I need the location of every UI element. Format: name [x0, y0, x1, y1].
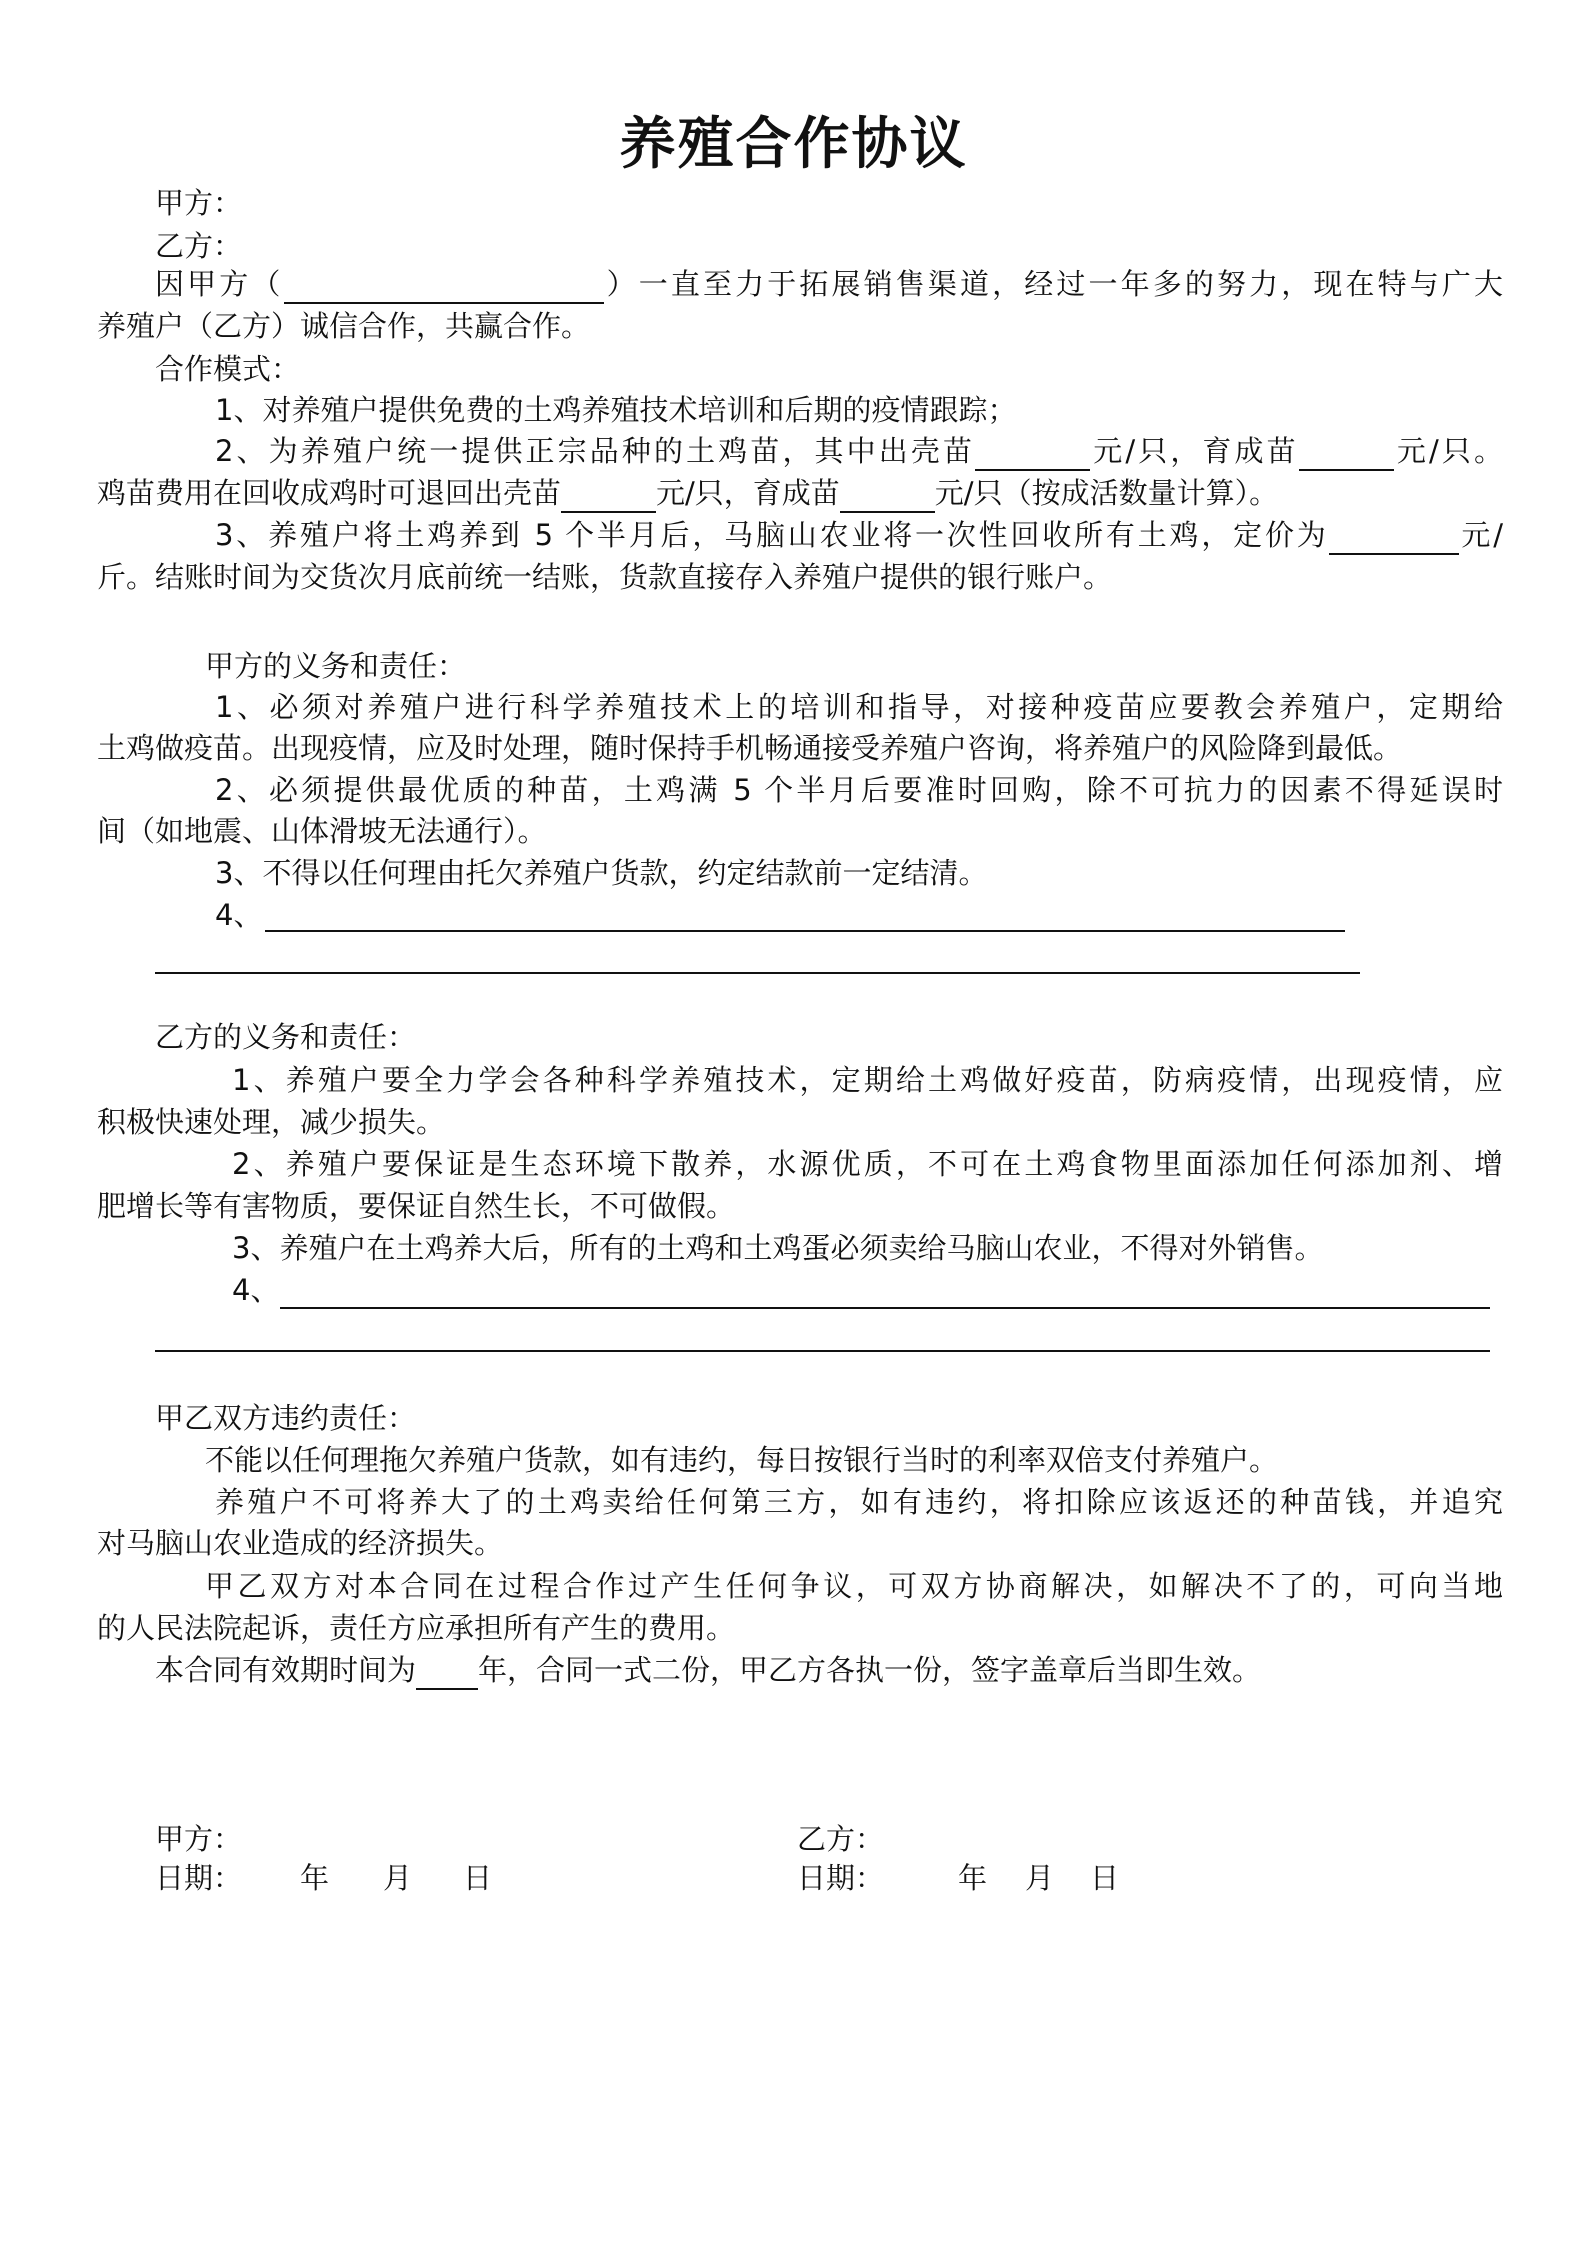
- signature-party-a: 甲方：: [155, 1822, 243, 1856]
- party-b-duty-1-line-2: 积极快速处理，减少损失。: [97, 1105, 446, 1139]
- signature-date-label-a: 日期：: [155, 1861, 243, 1895]
- header-party-a: 甲方：: [155, 186, 243, 220]
- mode-item-2-text-b: 元/只，育成苗: [1090, 434, 1299, 468]
- signature-month-a: 月: [383, 1861, 413, 1895]
- mode-item-3-text-a: 3、养殖户将土鸡养到 5 个半月后，马脑山农业将一次性回收所有土鸡，定价为: [215, 518, 1329, 552]
- breach-paragraph-1: 不能以任何理拖欠养殖户货款，如有违约，每日按银行当时的利率双倍支付养殖户。: [205, 1443, 1279, 1477]
- party-a-duty-1-line-1: 1、必须对养殖户进行科学养殖技术上的培训和指导，对接种疫苗应要教会养殖户，定期给: [215, 690, 1503, 724]
- mode-item-2-line-1: [215, 431, 1503, 471]
- signature-day-a: 日: [463, 1861, 493, 1895]
- party-a-duty-4-blank-line-1: [265, 930, 1345, 932]
- mode-item-2-text-a: 2、为养殖户统一提供正宗品种的土鸡苗，其中出壳苗: [215, 434, 976, 468]
- party-b-duty-4: 4、: [232, 1273, 280, 1307]
- validity-text-a: 本合同有效期时间为: [155, 1653, 417, 1687]
- intro-line-1: [155, 264, 1503, 304]
- hatchling-refund-blank: [561, 479, 656, 513]
- mode-heading: 合作模式：: [155, 352, 301, 386]
- party-a-duty-4: 4、: [215, 898, 263, 932]
- mode-item-2-text-f: 元/只（按成活数量计算）。: [934, 476, 1279, 510]
- grown-chick-refund-blank: [840, 479, 935, 513]
- party-a-duty-1-line-2: 土鸡做疫苗。出现疫情，应及时处理，随时保持手机畅通接受养殖户咨询，将养殖户的风险降到最低。: [97, 731, 1403, 765]
- breach-paragraph-4: [155, 1650, 1261, 1690]
- signature-date-label-b: 日期：: [797, 1861, 885, 1895]
- mode-item-3-line-2: 斤。结账时间为交货次月底前统一结账，货款直接存入养殖户提供的银行账户。: [97, 560, 1113, 594]
- signature-day-b: 日: [1090, 1861, 1120, 1895]
- signature-year-b: 年: [958, 1861, 988, 1895]
- party-a-duty-3: 3、不得以任何理由托欠养殖户货款，约定结款前一定结清。: [215, 856, 988, 890]
- party-b-duty-1-line-1: 1、养殖户要全力学会各种科学养殖技术，定期给土鸡做好疫苗，防病疫情，出现疫情，应: [232, 1063, 1503, 1097]
- party-b-duty-4-blank-line-1: [280, 1307, 1490, 1309]
- party-a-duty-2-line-1: 2、必须提供最优质的种苗，土鸡满 5 个半月后要准时回购，除不可抗力的因素不得延误时: [215, 773, 1503, 807]
- intro-text-b: ）一直至力于拓展销售渠道，经过一年多的努力，现在特与广大: [603, 267, 1503, 301]
- breach-heading: 甲乙双方违约责任：: [155, 1401, 417, 1435]
- mode-item-2-line-2: [97, 473, 1278, 513]
- purchase-price-blank: [1329, 521, 1459, 555]
- party-a-duties-heading: 甲方的义务和责任：: [205, 649, 467, 683]
- party-a-duty-2-line-2: 间（如地震、山体滑坡无法通行）。: [97, 814, 547, 848]
- header-party-b: 乙方：: [155, 229, 243, 263]
- company-name-blank: [284, 270, 604, 304]
- document-title: 养殖合作协议: [619, 111, 968, 177]
- mode-item-1: 1、对养殖户提供免费的土鸡养殖技术培训和后期的疫情跟踪；: [215, 393, 1017, 427]
- hatchling-price-blank: [975, 437, 1090, 471]
- intro-line-2: 养殖户（乙方）诚信合作，共赢合作。: [97, 309, 591, 343]
- signature-month-b: 月: [1025, 1861, 1055, 1895]
- signature-year-a: 年: [300, 1861, 330, 1895]
- grown-chick-price-blank: [1299, 437, 1394, 471]
- mode-item-2-text-d: 鸡苗费用在回收成鸡时可退回出壳苗: [97, 476, 562, 510]
- signature-party-b: 乙方：: [797, 1822, 885, 1856]
- mode-item-3-text-b: 元/: [1458, 518, 1503, 552]
- party-b-duty-2-line-1: 2、养殖户要保证是生态环境下散养，水源优质，不可在土鸡食物里面添加任何添加剂、增: [232, 1147, 1503, 1181]
- party-b-duties-heading: 乙方的义务和责任：: [155, 1020, 417, 1054]
- party-b-duty-4-blank-line-2: [155, 1350, 1490, 1352]
- intro-text-a: 因甲方（: [155, 267, 284, 301]
- party-a-duty-4-blank-line-2: [155, 972, 1360, 974]
- party-b-duty-3: 3、养殖户在土鸡养大后，所有的土鸡和土鸡蛋必须卖给马脑山农业，不得对外销售。: [232, 1231, 1324, 1265]
- breach-paragraph-3-line-1: 甲乙双方对本合同在过程合作过产生任何争议，可双方协商解决，如解决不了的，可向当地: [205, 1569, 1503, 1603]
- party-b-duty-2-line-2: 肥增长等有害物质，要保证自然生长，不可做假。: [97, 1189, 736, 1223]
- breach-paragraph-2-line-2: 对马脑山农业造成的经济损失。: [97, 1526, 504, 1560]
- mode-item-2-text-e: 元/只，育成苗: [656, 476, 840, 510]
- validity-years-blank: [416, 1656, 478, 1690]
- mode-item-3-line-1: [215, 515, 1503, 555]
- mode-item-2-text-c: 元/只。: [1393, 434, 1503, 468]
- breach-paragraph-3-line-2: 的人民法院起诉，责任方应承担所有产生的费用。: [97, 1611, 736, 1645]
- breach-paragraph-2-line-1: 养殖户不可将养大了的土鸡卖给任何第三方，如有违约，将扣除应该返还的种苗钱，并追究: [215, 1485, 1503, 1519]
- validity-text-b: 年，合同一式二份，甲乙方各执一份，签字盖章后当即生效。: [478, 1653, 1262, 1687]
